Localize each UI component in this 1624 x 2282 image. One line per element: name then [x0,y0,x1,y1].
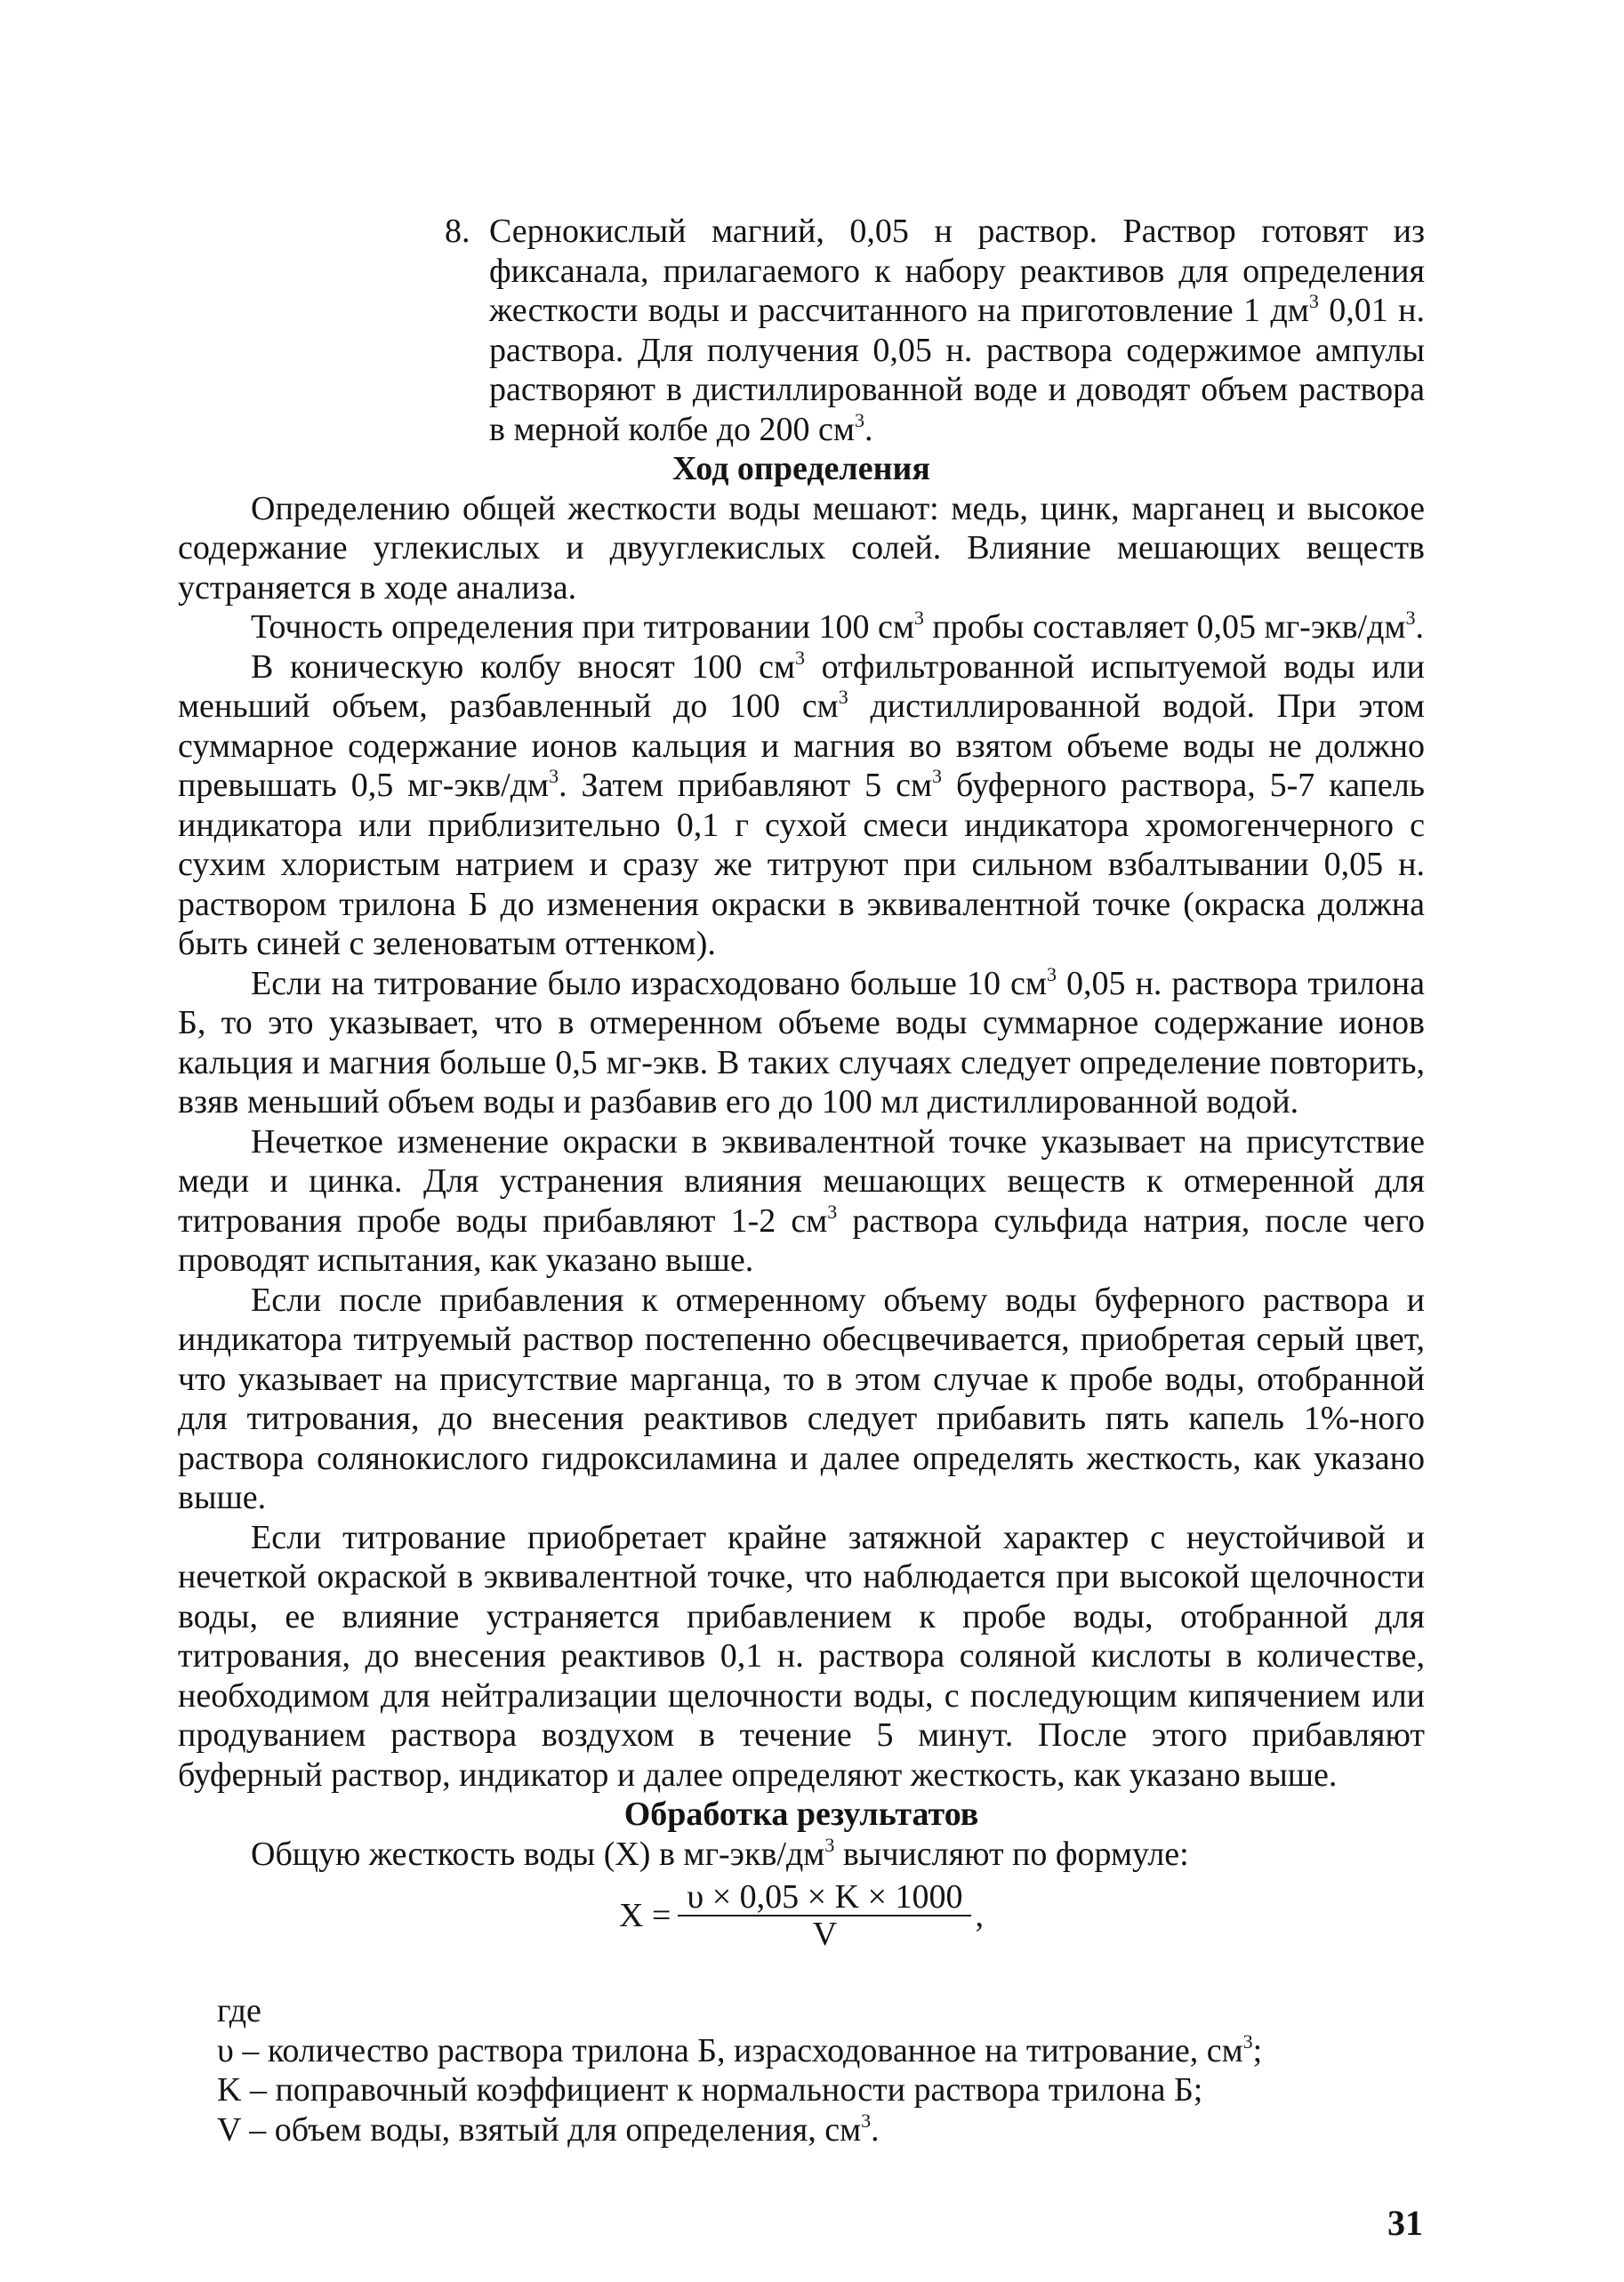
page-number: 31 [1387,2203,1423,2243]
paragraph-interferences: Определению общей жесткости воды мешают: медь, цинк, марганец и высокое содержание углекислых и двууглекислых солей. Влияние мешающих веществ устраняется в ходе анализа. [178,489,1425,607]
formula-fraction [678,1879,971,1952]
paragraph-manganese: Если после прибавления к отмеренному объему воды буферного раствора и индикатора титруемый раствор постепенно обесцвечивается, приобретая серый цвет, что указывает на присутствие марганца, то в этом случае к пробе воды, отобранной для титрования, до внесения реактивов следует прибавить пять капель 1%-ного раствора солянокислого гидроксиламина и далее определять жесткость, как указано выше. [178,1281,1425,1516]
formula-trailing-comma: , [975,1896,984,1934]
formula-denominator: V [812,1916,838,1953]
paragraph-accuracy: Точность определения при титровании 100 $см^3$ пробы составляет 0,05 $мг-экв/дм^3$. [251,607,1424,646]
formula-lhs: X = [619,1896,671,1934]
definition-correction-factor: K – поправочный коэффициент к нормальности раствора трилона Б; [217,2071,1203,2109]
paragraph-excess-titrant: Если на титрование было израсходовано больше 10 $см^3$ 0,05 н. раствора трилона Б, то это указывает, что в отмеренном объеме воды суммарное содержание ионов кальция и магния больше 0,5 мг-экв. В таких случаях следует определение повторить, взяв меньший объем воды и разбавив его до 100 мл дистиллированной водой. [178,962,1426,1121]
list-item-text: Сернокислый магний, 0,05 н раствор. Раствор готовят из фиксанала, прилагаемого к набору реактивов для определения жесткости воды и рассчитанного на приготовление 1 $дм^3$ 0,01 н. раствора. Для получения 0,05 н. раствора содержимое ампулы растворяют в дистиллированной воде и доводят объем раствора в мерной колбе до 200 $см^3$. [489,213,1425,448]
section-heading-procedure: Ход определения [672,450,930,487]
section-heading-results: Обработка результатов [623,1796,979,1833]
paragraph-copper-zinc: Нечеткое изменение окраски в эквивалентной точке указывает на присутствие меди и цинка. Для устранения влияния мешающих веществ к отмеренной для титрования пробе воды прибавляют 1-2 $см^3$ раствора сульфида натрия, после чего проводят испытания, как указано выше. [178,1122,1426,1279]
hardness-formula [178,1879,1425,1952]
list-item-8 [445,212,1425,449]
list-item-number: 8. [445,213,470,250]
formula-numerator: υ × 0,05 × K × 1000 [678,1879,971,1916]
definition-sample-volume: V – объем воды, взятый для определения, $см^3$. [217,2109,880,2149]
definition-titrant-volume: υ – количество раствора трилона Б, израсходованное на титрование, $см^3$; [217,2029,1263,2069]
paragraph-alkalinity: Если титрование приобретает крайне затяжной характер с неустойчивой и нечеткой окраской в эквивалентной точке, что наблюдается при высокой щелочности воды, ее влияние устраняется прибавлением к пробе воды, отобранной для титрования, до внесения реактивов 0,1 н. раствора соляной кислоты в количестве, необходимом для нейтрализации щелочности воды, с последующим кипячением или продуванием раствора воздухом в течение 5 минут. После этого прибавляют буферный раствор, индикатор и далее определяют жесткость, как указано выше. [178,1518,1425,1794]
where-label: где [217,1992,261,2029]
page-content [178,212,1425,2149]
formula-intro: Общую жесткость воды (X) в $мг-экв/дм^3$ вычисляют по формуле: [251,1833,1189,1873]
paragraph-titration-procedure: В коническую колбу вносят 100 $см^3$ отфильтрованной испытуемой воды или меньший объем, разбавленный до 100 $см^3$ дистиллированной водой. При этом суммарное содержание ионов кальция и магния во взятом объеме воды не должно превышать 0,5 $мг-экв/дм^3$. Затем прибавляют 5 $см^3$ буферного раствора, 5-7 капель индикатора или приблизительно 0,1 г сухой смеси индикатора хромогенчерного с сухим хлористым натрием и сразу же титруют при сильном взбалтывании 0,05 н. раствором трилона Б до изменения окраски в эквивалентной точке (окраска должна быть синей с зеленоватым оттенком). [178,646,1426,962]
